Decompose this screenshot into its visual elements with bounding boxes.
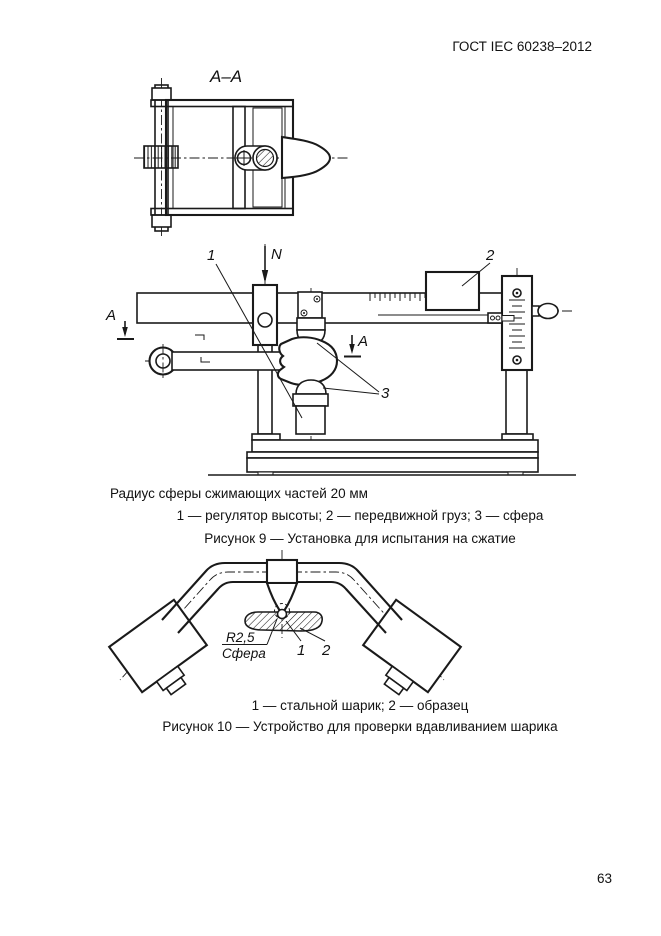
pivot-arm	[172, 352, 290, 370]
right-column-foot	[502, 434, 533, 440]
section-label: А–А	[210, 67, 243, 86]
right-weight-block	[352, 600, 461, 708]
right-column-shaft	[506, 370, 527, 434]
force-label: N	[271, 246, 282, 263]
figure10-legend: 1 — стальной шарик; 2 — образец	[251, 698, 469, 713]
knurled-knob	[144, 146, 178, 168]
rod-bottom-cap	[152, 215, 171, 227]
upper-bracket-screw-1-dot	[316, 298, 318, 300]
rod-top-cap	[152, 88, 171, 100]
screw-top-dot	[516, 292, 519, 295]
sliding-weight	[426, 272, 479, 310]
right-block-body	[363, 600, 461, 692]
bracket-notch	[502, 316, 514, 322]
page-number: 63	[597, 871, 613, 886]
handle-knob	[538, 304, 558, 319]
base-step	[247, 452, 538, 458]
upper-bracket-screw-2-dot	[303, 312, 305, 314]
sphere-label: Сфера	[222, 646, 266, 661]
pedestal-ring	[293, 394, 328, 406]
figure9-legend: 1 — регулятор высоты; 2 — передвижной груз; 3 — сфера	[176, 508, 544, 523]
bracket-screw-2	[496, 316, 500, 320]
left-block-body	[109, 600, 207, 692]
base-top-plate	[252, 440, 538, 452]
upper-sphere-holder	[297, 318, 325, 330]
callout-1: 1	[207, 247, 216, 264]
radius-label: R2,5	[226, 630, 255, 645]
figure9-note: Радиус сферы сжимающих частей 20 мм	[110, 486, 368, 501]
section-a-right-arrowhead	[349, 344, 355, 354]
section-a-left-label: A	[106, 307, 117, 324]
callout-3: 3	[381, 385, 390, 402]
pivot-hole	[258, 313, 272, 327]
steel-ball	[278, 610, 287, 619]
page-header: ГОСТ IEC 60238–2012	[452, 39, 592, 54]
figure10-caption: Рисунок 10 — Устройство для проверки вдавливанием шарика	[162, 719, 558, 734]
force-arrowhead	[262, 270, 268, 283]
head-block	[267, 560, 297, 583]
specimen-lampholder	[278, 337, 337, 384]
section-a-left-arrowhead	[122, 327, 128, 337]
left-weight-block	[109, 600, 218, 708]
screw-hole-hatched	[257, 150, 274, 167]
callout-2: 2	[322, 642, 331, 659]
section-a-right-label: A	[358, 333, 369, 350]
break-mark-1	[195, 335, 204, 340]
base-slab	[247, 458, 538, 472]
pedestal-body	[296, 406, 325, 434]
compression-test-drawing	[95, 240, 595, 485]
lampholder-cap	[282, 137, 330, 178]
ball-pressure-drawing	[100, 548, 470, 706]
left-column-foot	[252, 434, 280, 440]
bracket-screw-1	[491, 316, 495, 320]
section-aa-drawing	[130, 58, 400, 248]
callout-3-leader-lower	[323, 388, 379, 394]
callout-1: 1	[297, 642, 306, 659]
screw-bottom-dot	[516, 359, 519, 362]
callout-2: 2	[486, 247, 495, 264]
figure9-caption: Рисунок 9 — Установка для испытания на сжатие	[204, 531, 516, 546]
